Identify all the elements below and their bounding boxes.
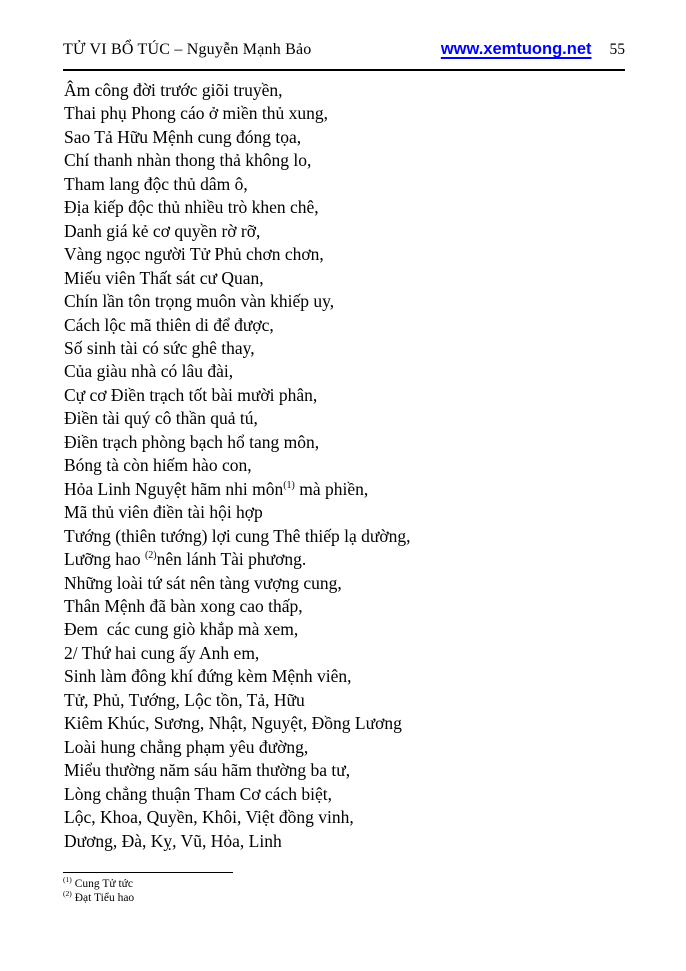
poem-body: [64, 79, 624, 853]
poem-line: Điền trạch phòng bạch hổ tang môn,: [64, 431, 320, 452]
poem-line: Loài hung chẳng phạm yêu đường,: [64, 736, 309, 757]
page-header: [63, 40, 625, 59]
footnote-reference: (2): [144, 550, 157, 562]
poem-line: Vàng ngọc người Tử Phủ chơn chơn,: [64, 244, 324, 265]
poem-line: Hỏa Linh Nguyệt hãm nhi môn$^{(1)}$ mà phiền,: [64, 478, 369, 499]
poem-line: Sao Tả Hữu Mệnh cung đóng tọa,: [64, 126, 302, 147]
header-divider: [63, 69, 625, 71]
footnote: $^{(2)}$ Đạt Tiểu hao: [63, 888, 135, 904]
poem-line: Âm công đời trước giõi truyền,: [64, 80, 283, 100]
poem-line: Miếu viên Thất sát cư Quan,: [64, 267, 264, 288]
poem-line: Bóng tà còn hiếm hào con,: [64, 455, 252, 476]
poem-line: Của giàu nhà có lâu đài,: [64, 361, 234, 382]
poem-line: Lòng chẳng thuận Tham Cơ cách biệt,: [64, 783, 332, 804]
poem-line: Lộc, Khoa, Quyền, Khôi, Việt đồng vinh,: [64, 807, 354, 828]
document-header-title: TỬ VI BỔ TÚC – Nguyễn Mạnh Bảo: [63, 41, 312, 58]
poem-line: Cách lộc mã thiên di để được,: [64, 314, 274, 335]
poem-line: Chín lần tôn trọng muôn vàn khiếp uy,: [64, 291, 335, 312]
poem-line: Dương, Đà, Kỵ, Vũ, Hỏa, Linh: [64, 830, 282, 851]
footnotes-section: [63, 875, 463, 905]
poem-line: Miểu thường năm sáu hãm thường ba tư,: [64, 760, 351, 781]
poem-line: Cự cơ Điền trạch tốt bài mười phân,: [64, 384, 318, 405]
poem-line: Tham lang độc thủ dâm ô,: [64, 173, 248, 194]
footnote-marker: (1): [63, 875, 72, 885]
poem-line: Thai phụ Phong cáo ở miền thủ xung,: [64, 103, 328, 124]
footnote-reference: (1): [283, 479, 295, 491]
footnote-divider: [63, 872, 233, 873]
page-number: 55: [609, 41, 625, 58]
poem-line: Số sinh tài có sức ghê thay,: [64, 337, 255, 358]
poem-line: Sinh làm đông khí đứng kèm Mệnh viên,: [64, 666, 352, 687]
footnote-marker: (2): [63, 888, 72, 898]
poem-line: Thân Mệnh đã bàn xong cao thấp,: [64, 595, 303, 616]
poem-line: 2/ Thứ hai cung ấy Anh em,: [64, 642, 260, 663]
poem-line: Lưỡng hao $^{(2)}$nên lánh Tài phương.: [64, 549, 307, 570]
website-link[interactable]: www.xemtuong.net: [440, 40, 592, 58]
poem-line: Đem các cung giò khắp mà xem,: [64, 619, 299, 640]
poem-line: Tử, Phủ, Tướng, Lộc tồn, Tả, Hữu: [64, 689, 305, 710]
poem-line: Mã thủ viên điền tài hội hợp: [64, 502, 263, 523]
poem-line: Chí thanh nhàn thong thả không lo,: [64, 150, 312, 171]
poem-line: Những loài tứ sát nên tàng vượng cung,: [64, 572, 342, 593]
poem-line: Kiêm Khúc, Sương, Nhật, Nguyệt, Đồng Lương: [64, 713, 402, 734]
poem-line: Danh giá kẻ cơ quyền rờ rỡ,: [64, 220, 261, 241]
poem-line: Tướng (thiên tướng) lợi cung Thê thiếp lạ dường,: [64, 525, 411, 546]
poem-line: Điền tài quý cô thần quả tú,: [64, 408, 258, 429]
footnote: $^{(1)}$ Cung Tử tức: [63, 875, 134, 890]
poem-line: Địa kiếp độc thủ nhiều trò khen chê,: [64, 197, 319, 218]
